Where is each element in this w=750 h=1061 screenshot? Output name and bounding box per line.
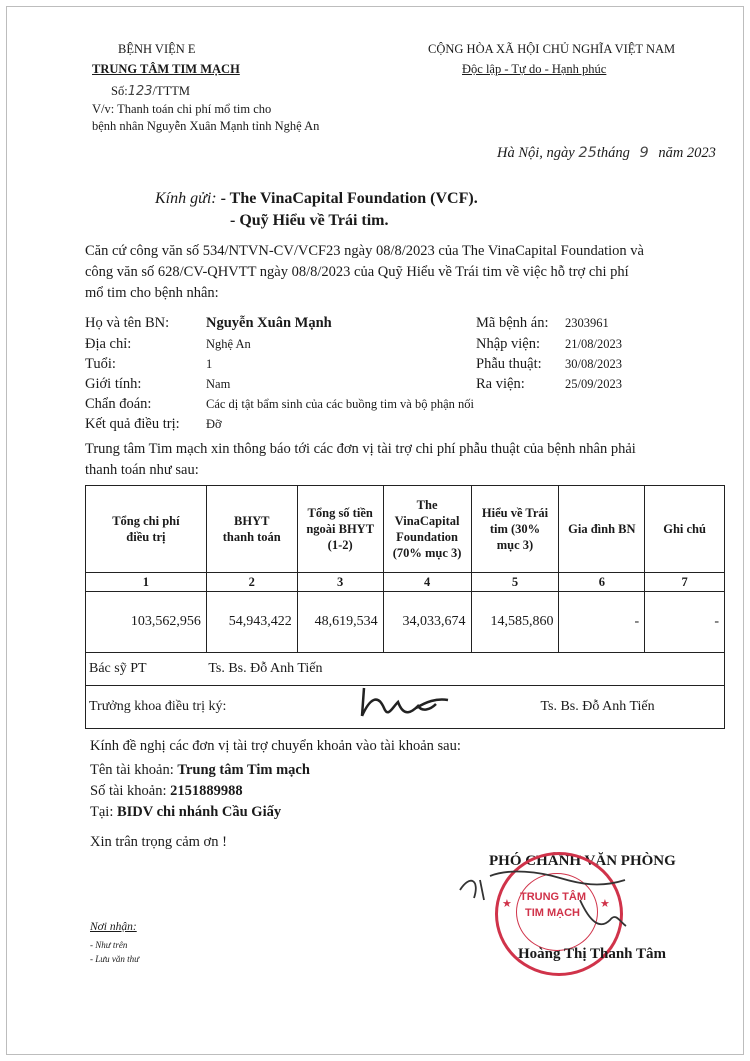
header-family: Gia đình BN xyxy=(559,486,645,573)
col-number: 2 xyxy=(206,573,297,592)
patient-age: 1 xyxy=(206,357,213,371)
date-month: 9 xyxy=(639,145,649,161)
doc-number-suffix: /TTTM xyxy=(152,84,191,98)
doctor-label: Bác sỹ PT xyxy=(86,653,207,686)
account-number-line xyxy=(90,783,243,800)
recipients-block xyxy=(155,190,478,208)
col-number: 1 xyxy=(86,573,207,592)
patient-gender: Nam xyxy=(206,377,231,391)
patient-address: Nghệ An xyxy=(206,337,251,351)
account-name-label: Tên tài khoản: xyxy=(90,762,174,778)
doctor-name: Ts. Bs. Đỗ Anh Tiến xyxy=(206,653,724,686)
patient-address-label: Địa chỉ: xyxy=(85,336,132,352)
discharge-date: 25/09/2023 xyxy=(565,377,622,391)
header-heart-fund: Hiểu về Trái tim (30% mục 3) xyxy=(471,486,559,573)
intro-line-1: Căn cứ công văn số 534/NTVN-CV/VCF23 ngày 08/8/2023 của The VinaCapital Foundation và xyxy=(85,243,644,259)
table-signature-row xyxy=(86,686,725,729)
payment-request: Kính đề nghị các đơn vị tài trợ chuyển khoản vào tài khoản sau: xyxy=(90,738,461,754)
table-header-row xyxy=(86,486,725,573)
patient-gender-label: Giới tính: xyxy=(85,376,142,392)
col-number: 6 xyxy=(559,573,645,592)
doc-number-hand: 123 xyxy=(127,84,153,99)
patient-result-label: Kết quả điều trị: xyxy=(85,416,180,432)
subject-line-1: V/v: Thanh toán chi phí mổ tim cho xyxy=(92,102,272,116)
bank-label: Tại: xyxy=(90,804,114,820)
value-vcf: 34,033,674 xyxy=(383,592,471,653)
intro-line-3: mổ tim cho bệnh nhân: xyxy=(85,285,219,301)
bank-name: BIDV chi nhánh Cầu Giấy xyxy=(116,804,282,820)
col-number: 5 xyxy=(471,573,559,592)
subject-line-2: bệnh nhân Nguyễn Xuân Mạnh tỉnh Nghệ An xyxy=(92,119,320,133)
header-notes: Ghi chú xyxy=(645,486,725,573)
footer-recipient-item: - Như trên xyxy=(90,940,128,950)
col-number: 7 xyxy=(645,573,725,592)
patient-name: Nguyễn Xuân Mạnh xyxy=(206,315,332,331)
hospital-name: BỆNH VIỆN E xyxy=(118,42,196,56)
header-total-cost: Tổng chi phí điều trị xyxy=(86,486,207,573)
value-family: - xyxy=(559,592,645,653)
head-name: Ts. Bs. Đỗ Anh Tiến xyxy=(471,686,724,729)
table-number-row xyxy=(86,573,725,592)
patient-diagnosis: Các dị tật bẩm sinh của các buồng tim và bộ phận nối xyxy=(206,397,474,411)
notice-line-1: Trung tâm Tim mạch xin thông báo tới các đơn vị tài trợ chi phí phẫu thuật của bệnh nhân phải xyxy=(85,441,636,457)
surgery-date: 30/08/2023 xyxy=(565,357,622,371)
bank-line xyxy=(90,804,281,821)
patient-name-label: Họ và tên BN: xyxy=(85,315,170,331)
head-label-cell xyxy=(86,686,472,729)
account-name: Trung tâm Tim mạch xyxy=(177,762,310,778)
department-name: TRUNG TÂM TIM MẠCH xyxy=(92,62,240,76)
signer-title: PHÓ CHÁNH VĂN PHÒNG xyxy=(489,853,676,869)
motto: Độc lập - Tự do - Hạnh phúc xyxy=(462,62,607,76)
recipient-heart-fund: - Quỹ Hiểu về Trái tim. xyxy=(230,212,389,229)
value-heart-fund: 14,585,860 xyxy=(471,592,559,653)
discharge-label: Ra viện: xyxy=(476,376,525,392)
patient-age-label: Tuổi: xyxy=(85,356,116,372)
doc-number-prefix: Số: xyxy=(111,84,128,98)
value-outside-insurance: 48,619,534 xyxy=(297,592,383,653)
republic-title: CỘNG HÒA XÃ HỘI CHỦ NGHĨA VIỆT NAM xyxy=(428,42,676,56)
patient-result: Đỡ xyxy=(206,417,222,431)
patient-diagnosis-label: Chẩn đoán: xyxy=(85,396,152,412)
thanks: Xin trân trọng cảm ơn ! xyxy=(90,834,227,850)
footer-recipient-item: - Lưu văn thư xyxy=(90,954,140,964)
notice-line-2: thanh toán như sau: xyxy=(85,462,199,478)
account-number: 2151889988 xyxy=(170,783,243,799)
table-value-row xyxy=(86,592,725,653)
seal-star-left: ★ xyxy=(502,898,512,910)
account-name-line xyxy=(90,762,310,779)
header-insurance: BHYT thanh toán xyxy=(206,486,297,573)
intro-line-2: công văn số 628/CV-QHVTT ngày 08/8/2023 của Quỹ Hiểu về Trái tim về việc hỗ trợ chi phí xyxy=(85,264,629,280)
value-notes: - xyxy=(645,592,725,653)
surgery-label: Phẫu thuật: xyxy=(476,356,542,372)
header-outside-insurance: Tổng số tiền ngoài BHYT (1-2) xyxy=(297,486,383,573)
doc-number xyxy=(111,84,190,99)
footer-recipients-label: Nơi nhận: xyxy=(90,921,137,933)
date-year: năm 2023 xyxy=(658,145,716,161)
date-month-label: tháng xyxy=(596,145,630,161)
handwritten-signature xyxy=(450,860,670,940)
recipient-vcf: - The VinaCapital Foundation (VCF). xyxy=(220,190,478,207)
seal-star-right: ★ xyxy=(600,898,610,910)
col-number: 4 xyxy=(383,573,471,592)
head-label: Trưởng khoa điều trị ký: xyxy=(89,699,227,714)
seal-text-line-2: TIM MẠCH xyxy=(525,907,580,919)
signer-name: Hoàng Thị Thanh Tâm xyxy=(518,946,666,962)
date-day: 25 xyxy=(578,145,597,161)
record-number: 2303961 xyxy=(565,316,609,330)
value-total-cost: 103,562,956 xyxy=(86,592,207,653)
admit-label: Nhập viện: xyxy=(476,336,541,352)
handwritten-signature-small xyxy=(356,678,466,726)
date-place: Hà Nội, ngày xyxy=(497,145,575,161)
account-number-label: Số tài khoản: xyxy=(90,783,167,799)
admit-date: 21/08/2023 xyxy=(565,337,622,351)
value-insurance: 54,943,422 xyxy=(206,592,297,653)
date-line xyxy=(497,145,716,162)
col-number: 3 xyxy=(297,573,383,592)
record-label: Mã bệnh án: xyxy=(476,315,549,331)
recipients-label: Kính gửi: xyxy=(155,190,217,207)
seal-text-line-1: TRUNG TÂM xyxy=(520,891,586,903)
fee-table xyxy=(85,485,725,729)
header-vcf: The VinaCapital Foundation (70% mục 3) xyxy=(383,486,471,573)
